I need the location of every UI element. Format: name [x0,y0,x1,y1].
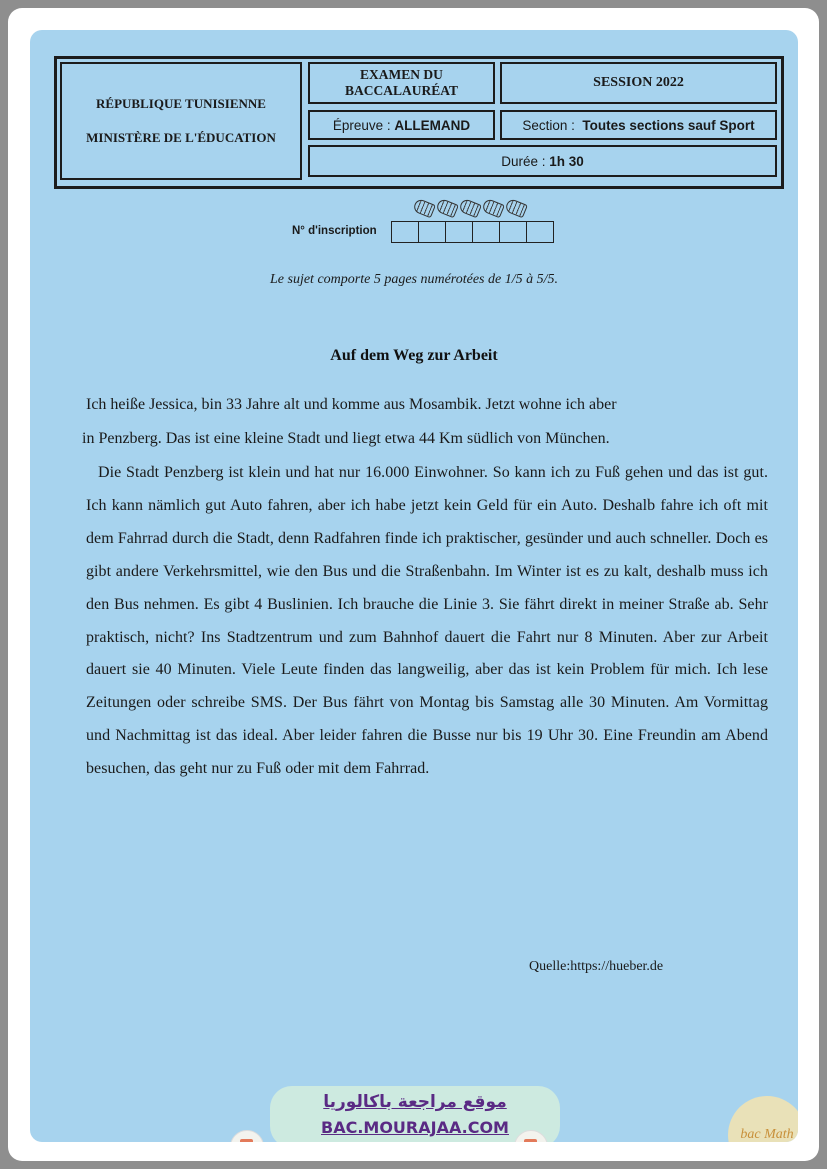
bacmath-watermark-logo: bac Math [728,1096,798,1142]
pencil-icon [458,198,482,218]
pencil-icon [435,198,459,218]
source-citation: Quelle:https://hueber.de [529,959,664,974]
inscription-digit-box[interactable] [446,222,473,242]
section-cell [500,110,777,140]
site-url[interactable]: BAC.MOURAJAA.COM [321,1118,509,1137]
site-logo-icon [230,1130,264,1142]
exam-line2: BACCALAURÉAT [344,83,458,98]
text-title: Auf dem Weg zur Arbeit [330,347,498,364]
exam-line1: EXAMEN DU [360,67,443,82]
epreuve-cell [308,110,495,140]
pencil-icons [414,198,526,218]
ministry-label: MINISTÈRE DE L'ÉDUCATION [86,130,276,145]
intro-line-2: in Penzberg. Das ist eine kleine Stadt und liegt etwa 44 Km südlich von München. [82,430,610,447]
inscription-digit-box[interactable] [527,222,553,242]
pencil-icon [504,198,528,218]
pencil-icon [481,198,505,218]
inscription-digit-box[interactable] [392,222,419,242]
duree-cell [308,145,777,177]
epreuve-value: ALLEMAND [394,117,471,133]
session-label: SESSION 2022 [593,75,684,90]
inscription-digit-box[interactable] [419,222,446,242]
exam-page [30,30,798,1142]
session-cell [500,62,777,104]
site-name-arabic: موقع مراجعة باكالوريا [323,1092,507,1112]
pencil-icon [412,198,436,218]
epreuve-label: Épreuve : [332,117,391,133]
duree-value: 1h 30 [549,153,584,169]
inscription-label: N° d'inscription [292,225,377,237]
inscription-digit-box[interactable] [500,222,527,242]
republic-label: RÉPUBLIQUE TUNISIENNE [96,96,266,111]
page-count-note: Le sujet comporte 5 pages numérotées de 1/5 à 5/5. [270,272,558,287]
site-badge[interactable] [270,1086,560,1142]
intro-line-1: Ich heiße Jessica, bin 33 Jahre alt und komme aus Mosambik. Jetzt wohne ich aber [86,396,617,413]
exam-header-table [54,56,784,189]
intro-paragraph [82,388,766,456]
inscription-boxes[interactable] [391,221,554,243]
exam-cell [308,62,495,104]
duree-label: Durée : [501,153,546,169]
section-label: Section : [522,117,575,133]
inscription-digit-box[interactable] [473,222,500,242]
institution-cell [60,62,302,180]
section-value: Toutes sections sauf Sport [582,117,755,133]
main-paragraph: Die Stadt Penzberg ist klein und hat nur 16.000 Einwohner. So kann ich zu Fuß gehen und das ist gut. Ich kann nämlich gut Auto fahren, aber ich habe jetzt kein Geld für ein Auto. Deshalb fahre ich oft mit dem Fahrrad durch die Stadt, denn Radfahren finde ich praktischer, gesünder und auch schneller. Doch es gibt andere Verkehrsmittel, wie den Bus und die Straßenbahn. Im Winter ist es zu kalt, deshalb muss ich den Bus nehmen. Es gibt 4 Buslinien. Ich brauche die Linie 3. Sie fährt direkt in meiner Straße ab. Sehr praktisch, nicht? Ins Stadtzentrum und zum Bahnhof dauert die Fahrt nur 8 Minuten. Aber zur Arbeit dauert sie 40 Minuten. Viele Leute finden das langweilig, aber das ist kein Problem für mich. Ich lese Zeitungen oder schreibe SMS. Der Bus fährt von Montag bis Samstag alle 30 Minuten. Am Vormittag und Nachmittag ist das ideal. Aber leider fahren die Busse nur bis 19 Uhr 30. Eine Freundin am Abend besuchen, das geht nur zu Fuß oder mit dem Fahrrad. [86,464,768,778]
